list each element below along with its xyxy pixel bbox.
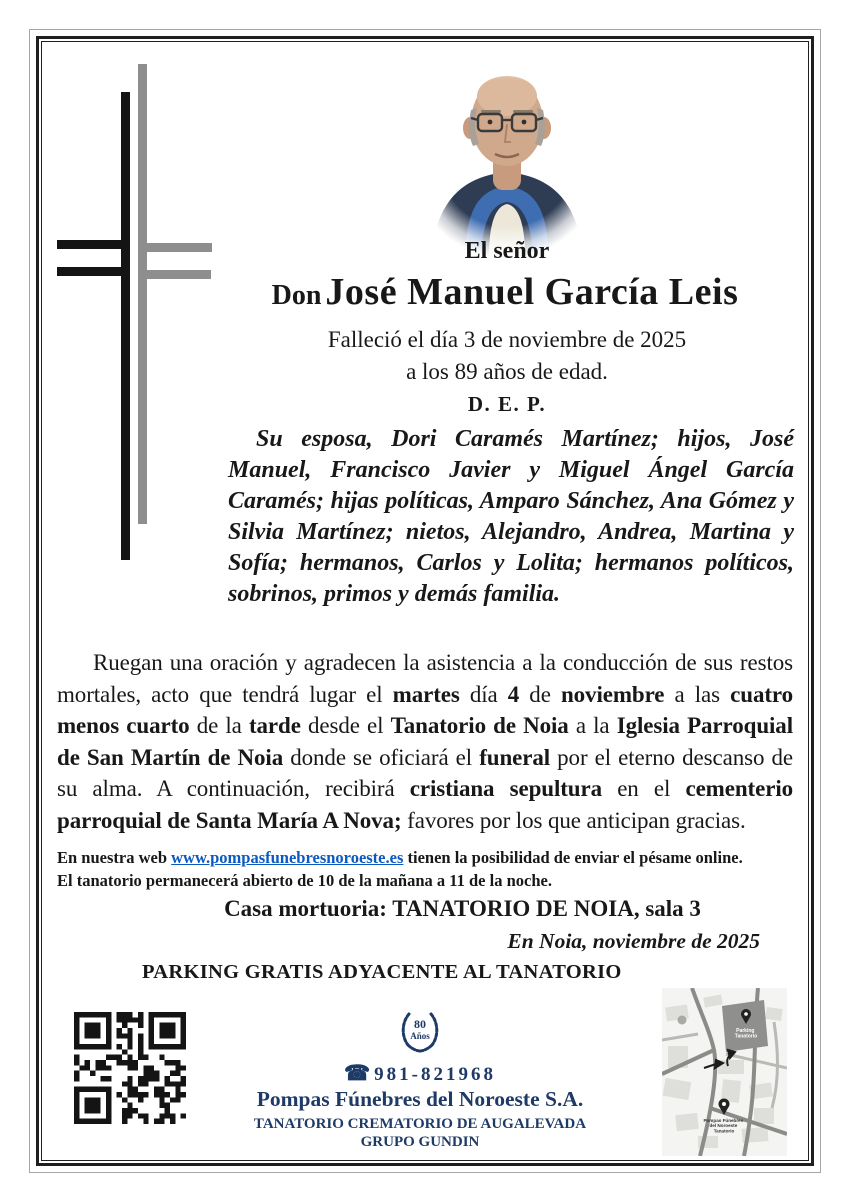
map-parking-label-1: Parking <box>736 1028 755 1034</box>
hours-line: El tanatorio permanecerá abierto de 10 de la mañana a 11 de la noche. <box>57 870 552 890</box>
cross-gray-arm-top <box>141 243 212 252</box>
salutation: El señor <box>464 238 550 264</box>
age-line: a los 89 años de edad. <box>406 359 608 384</box>
death-date-line: Falleció el día 3 de noviembre de 2025 <box>327 327 687 352</box>
family-paragraph: Su esposa, Dori Caramés Martínez; hijos, José Manuel, Francisco Javier y Miguel Ángel García Caramés; hijas políticas, Amparo Sánchez, Ana Gómez y Silvia Martínez; nietos, Alejandro, Andrea, Martina y Sofía; hermanos, Carlos y Lolita; hermanos políticos, sobrinos, primos y demás familia. <box>228 426 794 607</box>
phone-icon: ☎ <box>344 1061 371 1085</box>
portrait-image <box>413 58 601 256</box>
mortuary-line: Casa mortuoria: TANATORIO DE NOIA, sala 3 <box>224 896 701 921</box>
phone-line <box>230 1061 610 1086</box>
honorific: Don <box>271 280 322 311</box>
badge-years: 80 <box>414 1017 426 1031</box>
web-line-suffix: tienen la posibilidad de enviar el pésame online. <box>403 848 743 867</box>
condolences-link[interactable]: www.pompasfunebresnoroeste.es <box>171 848 404 867</box>
deceased-name: José Manuel García Leis <box>325 271 739 313</box>
cross-black-arm-bottom <box>57 267 130 276</box>
map-parking-label-2: Tanatorio <box>734 1033 758 1040</box>
qr-code-image <box>74 1012 186 1124</box>
location-map <box>662 988 787 1156</box>
cross-black-arm-top <box>57 240 130 249</box>
svg-text:Parking Tanatorio <box>735 1028 757 1040</box>
qr-code <box>74 1012 186 1124</box>
rip-line: D. E. P. <box>467 392 547 416</box>
map-image <box>662 988 787 1156</box>
map-funeral-label-1: Pompas Fúnebres <box>703 1118 744 1123</box>
funeral-paragraph: Ruegan una oración y agradecen la asistencia a la conducción de sus restos mortales, acto que tendrá lugar el martes día 4 de noviembre a las cuatro menos cuarto de la tarde desde el Tanatorio de Noia a la Iglesia Parroquial de San Martín de Noia donde se oficiará el funeral por el eterno descanso de su alma. A continuación, recibirá cristiana sepultura en el cementerio parroquial de Santa María A Nova; favores por los que anticipan gracias. <box>57 650 794 833</box>
web-line-prefix: En nuestra web <box>57 848 172 867</box>
small-print <box>57 847 793 892</box>
phone-number: 981-821968 <box>374 1064 496 1085</box>
cross-black-vertical <box>121 92 130 560</box>
badge-label: Años <box>410 1031 430 1041</box>
group-name: GRUPO GUNDIN <box>360 1134 480 1150</box>
funeral-home-block <box>230 1008 610 1151</box>
deceased-portrait <box>413 58 601 256</box>
parking-line: PARKING GRATIS ADYACENTE AL TANATORIO <box>142 961 622 983</box>
anniversary-badge-icon <box>395 1008 445 1054</box>
web-line <box>57 847 793 870</box>
name-line <box>200 270 810 314</box>
facility-name: TANATORIO CREMATORIO DE AUGALEVADA <box>253 1116 587 1132</box>
cross-gray-vertical <box>138 64 147 524</box>
company-name: Pompas Fúnebres del Noroeste S.A. <box>256 1087 584 1111</box>
map-funeral-label-2: del Noroeste <box>709 1123 738 1129</box>
map-funeral-label-3: Tanatorio <box>713 1128 735 1134</box>
place-date-line: En Noia, noviembre de 2025 <box>507 929 760 953</box>
